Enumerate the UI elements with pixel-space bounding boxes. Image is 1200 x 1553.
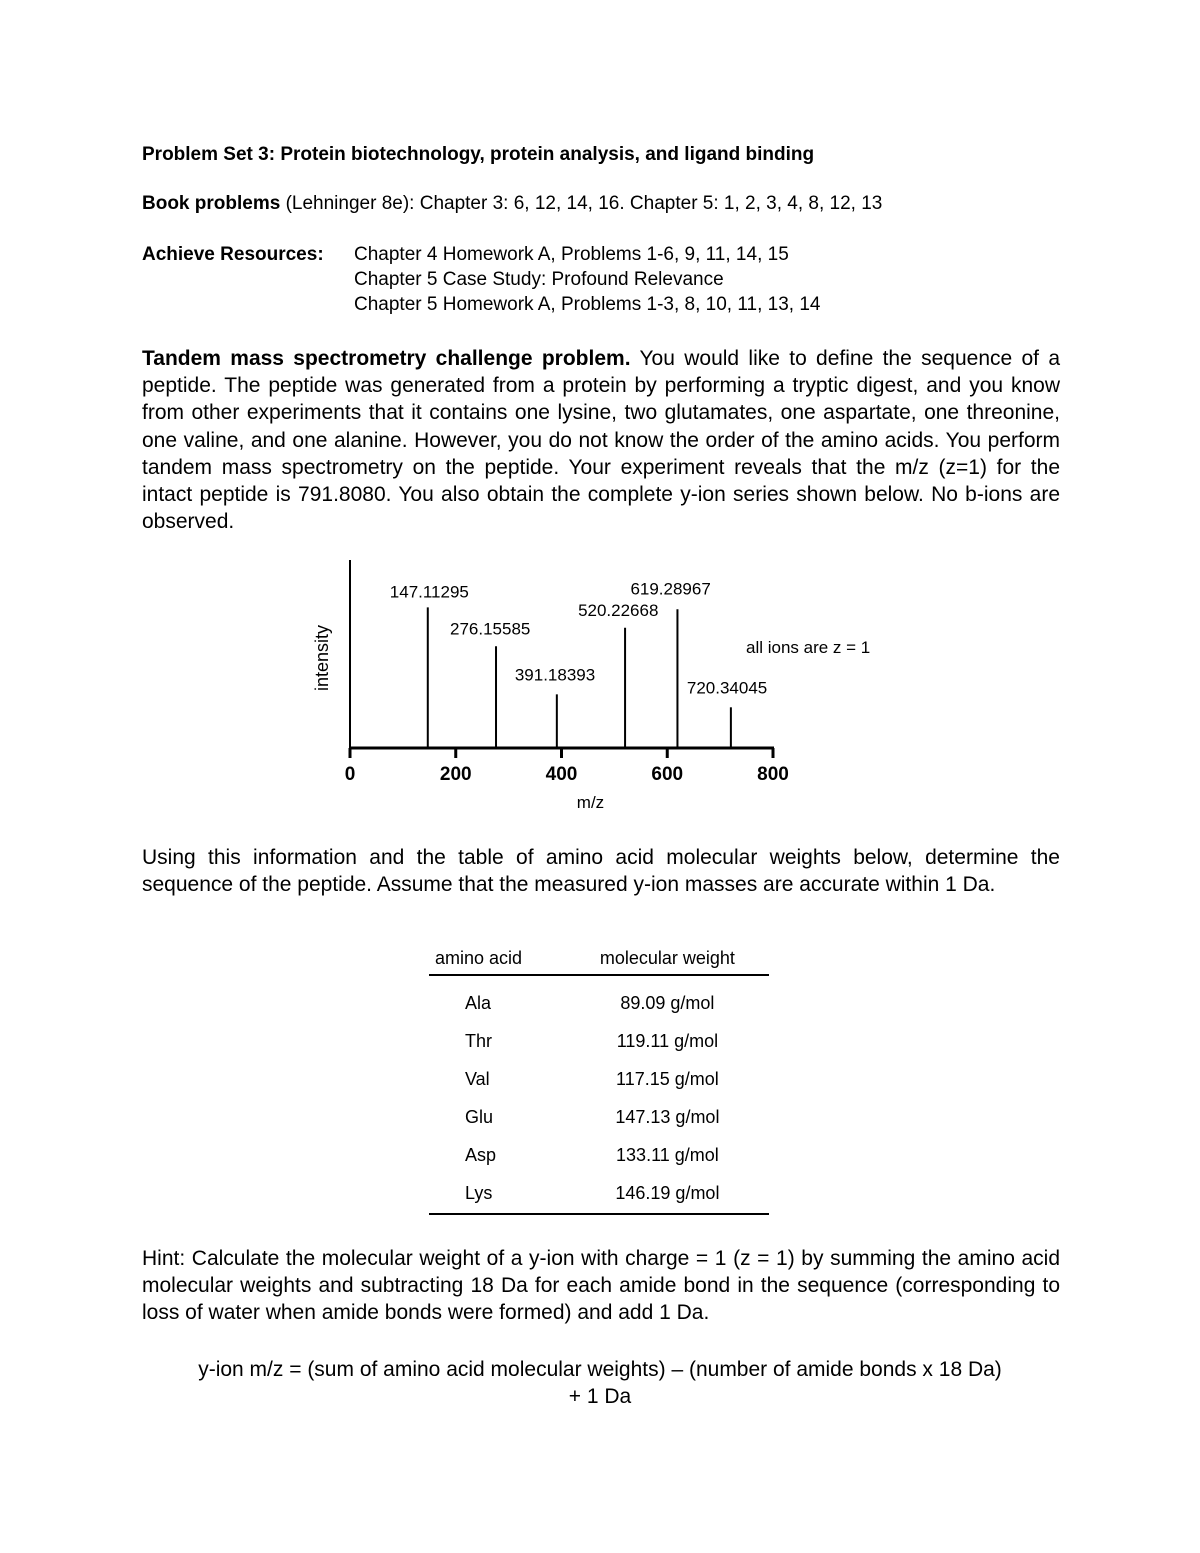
y-axis-label: intensity <box>312 624 332 692</box>
table-cell-weight: 117.15 g/mol <box>616 1068 719 1089</box>
peak-label: 520.22668 <box>578 600 659 620</box>
table-cell-weight: 147.13 g/mol <box>615 1106 720 1127</box>
book-problems-line <box>142 193 882 215</box>
table-row <box>429 1060 769 1098</box>
peak-label: 276.15585 <box>450 619 531 639</box>
table-cell-weight: 133.11 g/mol <box>616 1144 719 1165</box>
table-cell-weight: 89.09 g/mol <box>620 992 715 1013</box>
table-cell-weight: 119.11 g/mol <box>616 1030 719 1051</box>
amino-acid-table <box>429 946 769 1212</box>
table-cell-amino-acid: Val <box>465 1068 490 1089</box>
x-tick-label: 600 <box>651 764 684 785</box>
x-tick-label: 200 <box>439 764 472 785</box>
hint-paragraph: Hint: Calculate the molecular weight of a y-ion with charge = 1 (z = 1) by summing the amino acid molecular weights and subtracting 18 Da for each amide bond in the sequence (corresponding to loss of water when amide bonds were formed) and add 1 Da. <box>142 1247 1060 1325</box>
formula-line-2: + 1 Da <box>568 1385 632 1408</box>
x-tick-label: 800 <box>757 764 789 785</box>
page-title: Problem Set 3: Protein biotechnology, protein analysis, and ligand binding <box>142 144 815 165</box>
x-tick-label: 400 <box>545 764 578 785</box>
table-header-row <box>429 946 769 975</box>
achieve-line-2: Chapter 5 Case Study: Profound Relevance <box>354 269 724 290</box>
table-cell-amino-acid: Thr <box>465 1030 492 1051</box>
challenge-label: Tandem mass spectrometry challenge problem. <box>142 347 631 370</box>
table-row <box>429 1098 769 1136</box>
peak-label: 391.18393 <box>514 665 596 685</box>
book-problems-label: Book problems <box>142 193 281 214</box>
table-cell-amino-acid: Lys <box>465 1182 493 1203</box>
table-cell-weight: 146.19 g/mol <box>615 1182 720 1203</box>
table-bottom-rule <box>429 1213 769 1215</box>
achieve-line-1: Chapter 4 Homework A, Problems 1-6, 9, 11, 14, 15 <box>354 244 789 265</box>
challenge-text: You would like to define the sequence of a peptide. The peptide was generated from a protein by performing a tryptic digest, and you know from other experiments that it contains one lysine, two glutamates, one aspartate, one threonine, one valine, and one alanine. However, you do not know the order of the amino acids. You perform tandem mass spectrometry on the peptide. Your experiment reveals that the m/z (z=1) for the intact peptide is 791.8080. You also obtain the complete y-ion series shown below. No b-ions are observed. <box>142 347 1060 534</box>
table-row <box>429 1022 769 1060</box>
instructions-paragraph: Using this information and the table of amino acid molecular weights below, determine the sequence of the peptide. Assume that the measured y-ion masses are accurate within 1 Da. <box>142 846 1060 897</box>
achieve-label: Achieve Resources: <box>142 244 324 265</box>
x-tick-label: 0 <box>344 764 356 785</box>
book-problems-text: (Lehninger 8e): Chapter 3: 6, 12, 14, 16. Chapter 5: 1, 2, 3, 4, 8, 12, 13 <box>280 193 883 214</box>
challenge-paragraph <box>142 345 1060 535</box>
peak-label: 619.28967 <box>630 579 711 599</box>
table-header-amino-acid: amino acid <box>429 946 566 975</box>
table-cell-amino-acid: Ala <box>465 992 492 1013</box>
table-header-molecular-weight: molecular weight <box>566 946 769 975</box>
x-axis-label: m/z <box>576 793 605 812</box>
peak-label: 147.11295 <box>389 582 469 602</box>
achieve-line-3: Chapter 5 Homework A, Problems 1-3, 8, 10, 11, 13, 14 <box>354 294 821 315</box>
chart-annotation: all ions are z = 1 <box>746 638 871 657</box>
table-row <box>429 1136 769 1174</box>
mass-spectrum-chart <box>300 555 920 815</box>
formula-line-1: y-ion m/z = (sum of amino acid molecular weights) – (number of amide bonds x 18 Da) <box>198 1358 1002 1381</box>
table-cell-amino-acid: Glu <box>465 1106 494 1127</box>
table-row <box>429 975 769 1022</box>
peak-label: 720.34045 <box>686 678 768 698</box>
table-cell-amino-acid: Asp <box>465 1144 497 1165</box>
table-row <box>429 1174 769 1212</box>
